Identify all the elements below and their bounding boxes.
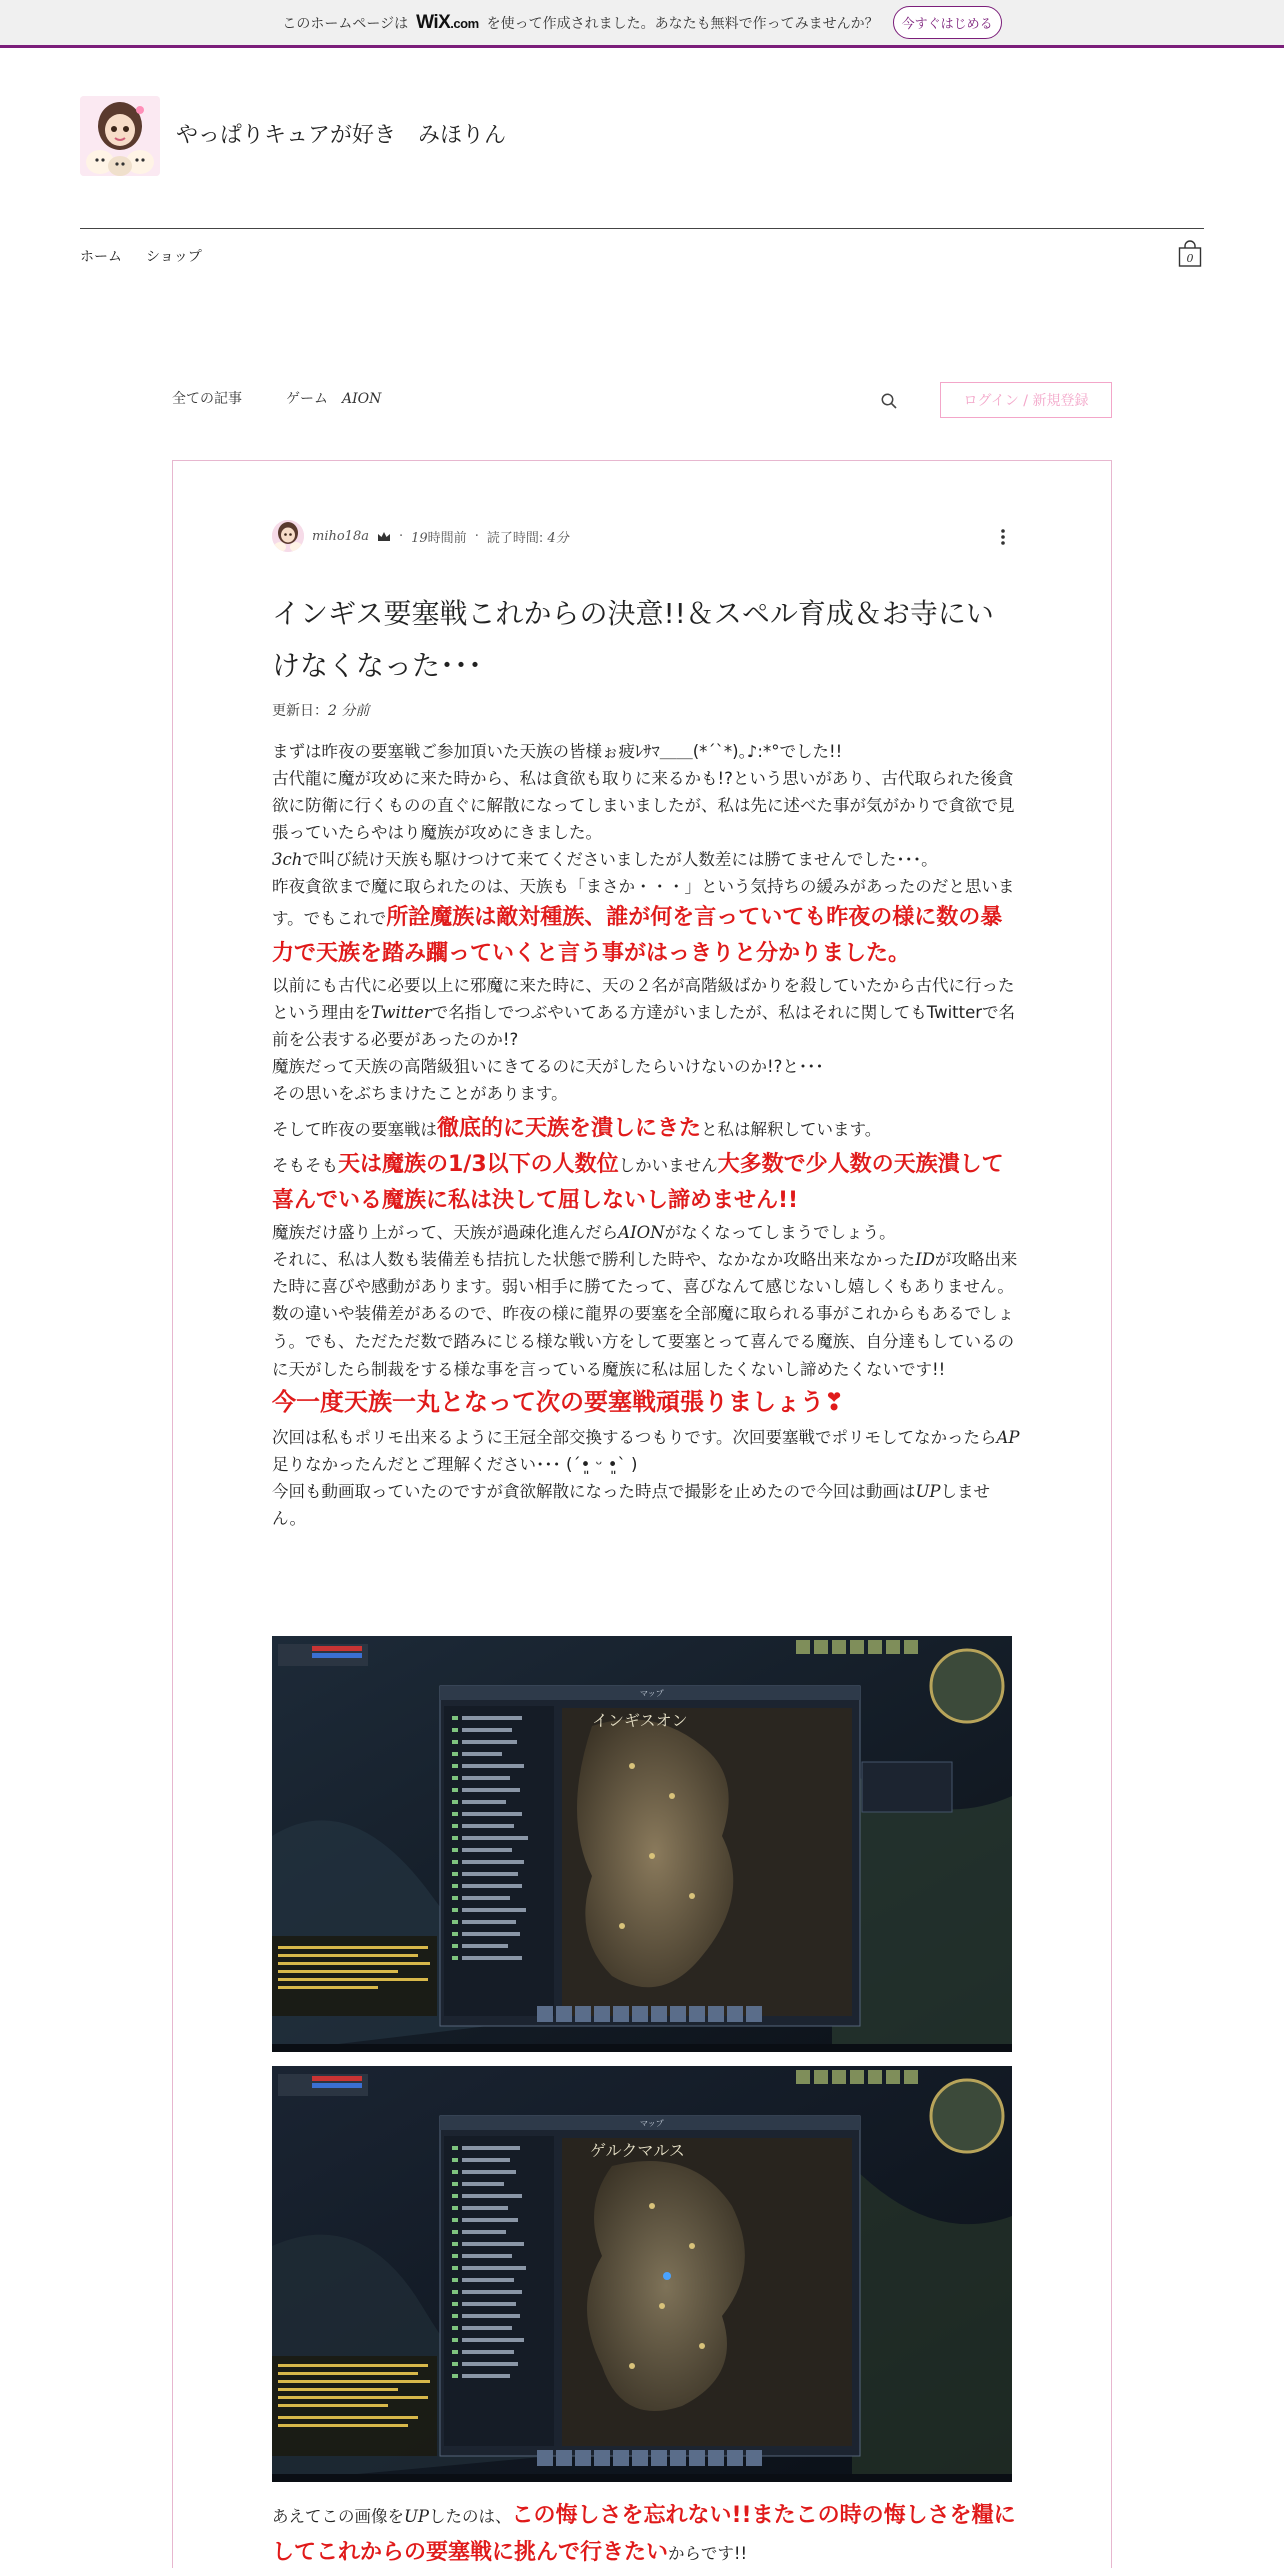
id-text: ID [915, 1250, 935, 1269]
emphasis-text: この悔しさを忘れない!!またこの時の悔しさを糧にしてこれからの要塞戦に挑んで行きたい [272, 2503, 1016, 2565]
author-name[interactable]: miho18a [312, 528, 369, 544]
updated-value: 2 分前 [328, 703, 370, 719]
wix-logo-main: WiX [416, 11, 451, 33]
post-meta [272, 520, 569, 552]
author-avatar[interactable] [272, 520, 304, 552]
paragraph: 古代龍に魔が攻めに来た時から、私は貪欲も取りに来るかも!?という思いがあり、古代取られた後貪欲に防衛に行くものの直ぐに解散になってしまいましたが、私は先に述べた事が気がかりで貪欲で見張っていたらやはり魔族が攻めにきました。 [272, 769, 1015, 842]
site-title[interactable]: やっぱりキュアが好き みほりん [176, 123, 507, 148]
post-time [411, 527, 467, 546]
wix-logo-suffix: .com [450, 15, 479, 31]
map-title-1: インギスオン [592, 1711, 688, 1730]
nav-item-shop[interactable]: ショップ [146, 249, 202, 265]
channel-text: 3ch [272, 850, 303, 869]
search-button[interactable] [880, 392, 898, 410]
paragraph [272, 1111, 1020, 1147]
updated-label: 更新日： [272, 703, 328, 719]
wix-banner [0, 0, 1284, 48]
site-logo[interactable] [80, 96, 160, 176]
post-title: インギス要塞戦これからの決意!!＆スペル育成＆お寺にいけなくなった･･･ [272, 597, 994, 682]
paragraph-text: と私は解釈しています。 [701, 1120, 882, 1139]
paragraph-text: で名指しでつぶやいてある方達がいましたが、私はそれに関してもTwitterで名前を公表する必要があったのか!? [272, 1003, 1016, 1049]
paragraph [272, 1246, 1020, 1300]
paragraph [272, 1219, 1020, 1246]
paragraph [272, 1147, 1020, 1219]
paragraph-text: で叫び続け天族も駆けつけて来てくださいましたが人数差には勝てませんでした･･･。 [302, 850, 938, 869]
ap-text: AP [996, 1428, 1020, 1447]
category-prefix: ゲーム [286, 391, 328, 407]
game-screenshot[interactable] [272, 2066, 1012, 2482]
game-map-image-icon [272, 1636, 1012, 2052]
paragraph [272, 1424, 1020, 1478]
paragraph-text: がなくなってしまうでしょう。 [664, 1223, 896, 1242]
post-more-actions-button[interactable] [998, 528, 1008, 546]
up-text: UP [915, 1482, 941, 1501]
read-time [487, 527, 569, 546]
post-time-number: 19 [411, 530, 428, 546]
updated-date [272, 700, 369, 720]
paragraph-text: そもそも [272, 1156, 338, 1175]
read-time-label: 読了時間: [486, 530, 544, 546]
aion-text: AION [618, 1223, 665, 1242]
paragraph-text: それに、私は人数も装備差も拮抗した状態で勝利した時や、なかなか攻略出来なかった [272, 1250, 916, 1269]
paragraph [272, 846, 1020, 873]
game-screenshot[interactable] [272, 1636, 1012, 2052]
search-icon [880, 392, 898, 410]
emphasis-text: 今一度天族一丸となって次の要塞戦頑張りましょう❣ [272, 1388, 845, 1416]
category-name: AION [342, 391, 382, 407]
emphasis-text: 徹底的に天族を潰しにきた [437, 1116, 702, 1141]
up-text: UP [404, 2507, 430, 2526]
start-now-button[interactable]: 今すぐはじめる [893, 6, 1002, 39]
paragraph-text: 昨夜貪欲まで魔に取られたのは、天族も「まさか・・・」という気持ちの緩みがあったのだと思います。でもこれで [272, 877, 1015, 928]
post-body [272, 738, 1020, 1532]
paragraph [272, 972, 1020, 1053]
game-map-image-icon [272, 2066, 1012, 2482]
paragraph [272, 1384, 1020, 1424]
read-time-value: 4分 [547, 530, 569, 546]
emphasis-text: 天は魔族の1/3以下の人数位 [338, 1152, 619, 1177]
paragraph-text: しかいません [618, 1156, 718, 1175]
blog-categories [172, 388, 381, 408]
more-vertical-icon [998, 528, 1008, 546]
paragraph-text: あえてこの画像を [272, 2507, 404, 2526]
paragraph: まずは昨夜の要塞戦ご参加頂いた天族の皆様ぉ疲ﾚｻﾏ＿＿(*ˊˋ*)｡♪:*°でした!! [272, 742, 843, 761]
paragraph-text: 足りなかったんだとご理解ください･･･ (ˊ•͈ ᵕ •͈ˋ ) [272, 1455, 638, 1474]
cart-count: 0 [1186, 252, 1194, 265]
author-avatar-icon [272, 520, 304, 552]
paragraph-text: 以前にも古代に必要以上に邪魔に来た時に、天の２名が高階級ばかりを殺していたから古代に行ったという理由を [272, 976, 1015, 1022]
paragraph-text: しません。 [272, 1482, 991, 1528]
category-all-posts[interactable]: 全ての記事 [172, 391, 242, 407]
crown-icon [377, 531, 391, 542]
paragraph-text: 今回も動画取っていたのですが貪欲解散になった時点で撮影を止めたので今回は動画は [272, 1482, 916, 1501]
emphasis-text: 所詮魔族は敵対種族、誰が何を言っていても昨夜の様に数の暴力で天族を踏み躙っていくと言う事がはっきりと分かりました。 [272, 905, 1003, 966]
banner-text-before: このホームページは [282, 15, 409, 32]
post-time-unit: 時間前 [427, 530, 467, 546]
category-game-aion[interactable] [286, 388, 381, 408]
twitter-text: Twitter [371, 1003, 432, 1022]
main-nav [80, 246, 202, 266]
paragraph-text: そして昨夜の要塞戦は [272, 1120, 437, 1139]
meta-dot: · [398, 528, 404, 544]
header-divider [80, 228, 1204, 229]
paragraph: その思いをぶちまけたことがあります。 [272, 1084, 568, 1103]
paragraph-text: が攻略出来た時に喜びや感動があります。弱い相手に勝てたって、喜びなんて感じないし嬉しくもありません。 [272, 1250, 1018, 1296]
map-window-label-2: マップ [640, 2119, 664, 2128]
nav-item-home[interactable]: ホーム [80, 249, 122, 265]
banner-text-after: を使って作成されました。あなたも無料で作ってみませんか？ [486, 15, 879, 32]
map-window-label-1: マップ [640, 1689, 664, 1698]
paragraph-text: したのは、 [429, 2507, 512, 2526]
meta-dot: · [474, 528, 479, 544]
paragraph-text: からです!! [668, 2544, 748, 2563]
paragraph [272, 1478, 1020, 1532]
cart-button[interactable] [1178, 240, 1202, 268]
login-signup-button[interactable]: ログイン / 新規登録 [940, 382, 1112, 418]
paragraph-text: 魔族だけ盛り上がって、天族が過疎化進んだら [272, 1223, 619, 1242]
closing-paragraph [272, 2498, 1020, 2568]
paragraph: 数の違いや装備差があるので、昨夜の様に龍界の要塞を全部魔に取られる事がこれからもあるでしょう。でも、ただただ数で踏みにじる様な戦い方をして要塞とって喜んでる魔族、自分達もしているのに天がしたら制裁をする様な事を言っている魔族に私は屈したくないし諦めたくないです!! [272, 1304, 1015, 1379]
map-title-2: ゲルクマルス [590, 2141, 685, 2160]
emphasis-text: 大多数で少人数の天族潰して喜んでいる魔族に私は決して屈しないし諦めません!! [272, 1152, 1004, 1213]
paragraph: 魔族だって天族の高階級狙いにきてるのに天がしたらいけないのか!?と･･･ [272, 1057, 824, 1076]
avatar-illustration-icon [80, 96, 160, 176]
paragraph-text: 次回は私もポリモ出来るように王冠全部交換するつもりです。次回要塞戦でポリモしてなかったら [272, 1428, 997, 1447]
wix-logo[interactable] [416, 12, 479, 34]
paragraph [272, 873, 1020, 972]
